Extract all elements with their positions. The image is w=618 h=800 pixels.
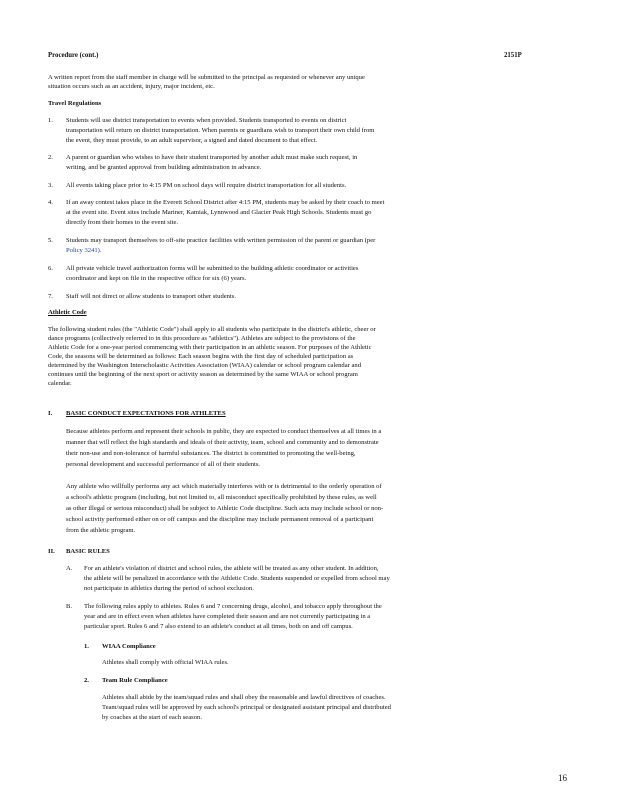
list-item-line: All events taking place prior to 4:15 PM on school days will require district transportation for all students. xyxy=(66,182,347,189)
list-item-line: Students will use district transportation to events when provided. Students transported to events on district xyxy=(66,117,347,124)
list-item-line: If an away contest takes place in the Everett School District after 4:15 PM, students may be asked by their coach to meet xyxy=(66,199,385,206)
list-item-line: All private vehicle travel authorization forms will be submitted to the building athletic coordinator or activities xyxy=(66,265,359,272)
list-item-line: the event, they must provide, to an adult supervisor, a signed and dated document to that effect. xyxy=(66,137,318,144)
rule-number: 1. xyxy=(84,643,89,650)
rule-text: Team/squad rules will be approved by each school's principal or designated assistant principal and distributed xyxy=(102,704,391,711)
paragraph-line: Athletic Code for a one-year period commencing with their participation in an athletic season. For purposes of the Athletic xyxy=(48,344,372,351)
section-number: II. xyxy=(48,548,55,555)
paragraph-line: Code, the seasons will be determined as follows: Each season begins with the first day of scheduled participation as xyxy=(48,353,354,360)
paragraph-line: particular sport. Rules 6 and 7 also extend to an athlete's conduct at all times, both on and off campus. xyxy=(84,623,353,630)
section-number: I. xyxy=(48,410,53,417)
paragraph-line: Because athletes perform and represent their schools in public, they are expected to conduct themselves at all times in a xyxy=(66,428,382,435)
paragraph-line: year and are in effect even when athletes have completed their season and are not currently participating in a xyxy=(84,613,371,620)
list-number: 3. xyxy=(48,182,53,189)
list-letter: B. xyxy=(66,603,73,610)
rule-number: 2. xyxy=(84,677,89,684)
section-title: BASIC RULES xyxy=(66,548,110,555)
paragraph-line: The following student rules (the "Athletic Code") shall apply to all students who participate in the district's athletic, cheer or xyxy=(48,326,376,333)
paragraph-line: dance programs (collectively referred to in this procedure as "athletics"). Athletes are subject to the provisions of the xyxy=(48,335,356,342)
rule-text: by coaches at the start of each season. xyxy=(102,714,202,721)
paragraph-line: manner that will reflect the high standards and ideals of their activity, team, school and community and to demonstrate xyxy=(66,439,379,446)
section-title: BASIC CONDUCT EXPECTATIONS FOR ATHLETES xyxy=(66,410,226,417)
paragraph-line: from the athletic program. xyxy=(66,527,136,534)
paragraph-line: continues until the beginning of the next sport or activity season as determined by the same WIAA or school program xyxy=(48,371,358,378)
list-number: 4. xyxy=(48,199,53,206)
list-item-line: directly from their homes to the event site. xyxy=(66,219,179,226)
header-title: Procedure (cont.) xyxy=(48,52,99,59)
paragraph-line: personal development and successful performance of all of their students. xyxy=(66,461,261,468)
list-item-line: transportation will return on district transportation. When parents or guardians wish to transport their own child from xyxy=(66,127,375,134)
paragraph-line: determined by the Washington Interscholastic Activities Association (WIAA) calendar or school program calendar and xyxy=(48,362,362,369)
paragraph-line: Any athlete who willfully performs any act which materially interferes with or is detrimental to the orderly operation of xyxy=(66,483,382,490)
rule-text: Athletes shall abide by the team/squad rules and shall obey the reasonable and lawful directives of coaches. xyxy=(102,694,386,701)
page-number: 16 xyxy=(558,773,567,783)
list-item-line: A parent or guardian who wishes to have their student transported by another adult must make such request, in xyxy=(66,154,358,161)
list-item-line: writing, and be granted approval from building administration in advance. xyxy=(66,164,262,171)
list-letter: A. xyxy=(66,565,73,572)
rule-text: Athletes shall comply with official WIAA rules. xyxy=(102,659,229,666)
intro-line: situation occurs such as an accident, injury, major incident, etc. xyxy=(48,83,215,90)
paragraph-line: school activity performed either on or off campus and the discipline may include permanent removal of a participant xyxy=(66,516,374,523)
paragraph-line: For an athlete's violation of district and school rules, the athlete will be treated as any other student. In addition, xyxy=(84,565,379,572)
list-item-line: Staff will not direct or allow students to transport other students. xyxy=(66,293,237,300)
policy-number: 2151P xyxy=(504,52,522,59)
paragraph-line: as other illegal or serious misconduct) shall be subject to Athletic Code discipline. Such acts may include school or non- xyxy=(66,505,384,512)
list-number: 7. xyxy=(48,293,53,300)
paragraph-line: not participate in athletics during the period of school exclusion. xyxy=(84,585,254,592)
rule-title: WIAA Compliance xyxy=(102,643,156,650)
list-number: 2. xyxy=(48,154,53,161)
list-item-line: coordinator and kept on file in the respective office for six (6) years. xyxy=(66,275,247,282)
paragraph-line: the athlete will be penalized in accordance with the Athletic Code. Students suspended or expelled from school may xyxy=(84,575,390,582)
list-number: 1. xyxy=(48,117,53,124)
list-number: 6. xyxy=(48,265,53,272)
paragraph-line: The following rules apply to athletes. Rules 6 and 7 concerning drugs, alcohol, and tobacco apply throughout the xyxy=(84,603,382,610)
list-item-line: at the event site. Event sites include Mariner, Kamiak, Lynnwood and Glacier Peak High Schools. Students must go xyxy=(66,209,372,216)
paragraph-line: calendar. xyxy=(48,380,72,387)
policy-link[interactable]: Policy 3241). xyxy=(66,247,102,254)
rule-title: Team Rule Compliance xyxy=(102,677,168,684)
paragraph-line: a school's athletic program (including, but not limited to, all misconduct specifically prohibited by these rules, as well xyxy=(66,494,377,501)
list-number: 5. xyxy=(48,237,53,244)
paragraph-line: their non-use and non-tolerance of harmful substances. The district is committed to promoting the well-being, xyxy=(66,450,356,457)
list-item-line: Students may transport themselves to off-site practice facilities with written permission of the parent or guardian (per xyxy=(66,237,376,244)
section-heading-travel: Travel Regulations xyxy=(48,100,102,107)
section-heading-athletic-code: Athletic Code xyxy=(48,309,87,316)
intro-line: A written report from the staff member in charge will be submitted to the principal as requested or whenever any unique xyxy=(48,74,365,81)
